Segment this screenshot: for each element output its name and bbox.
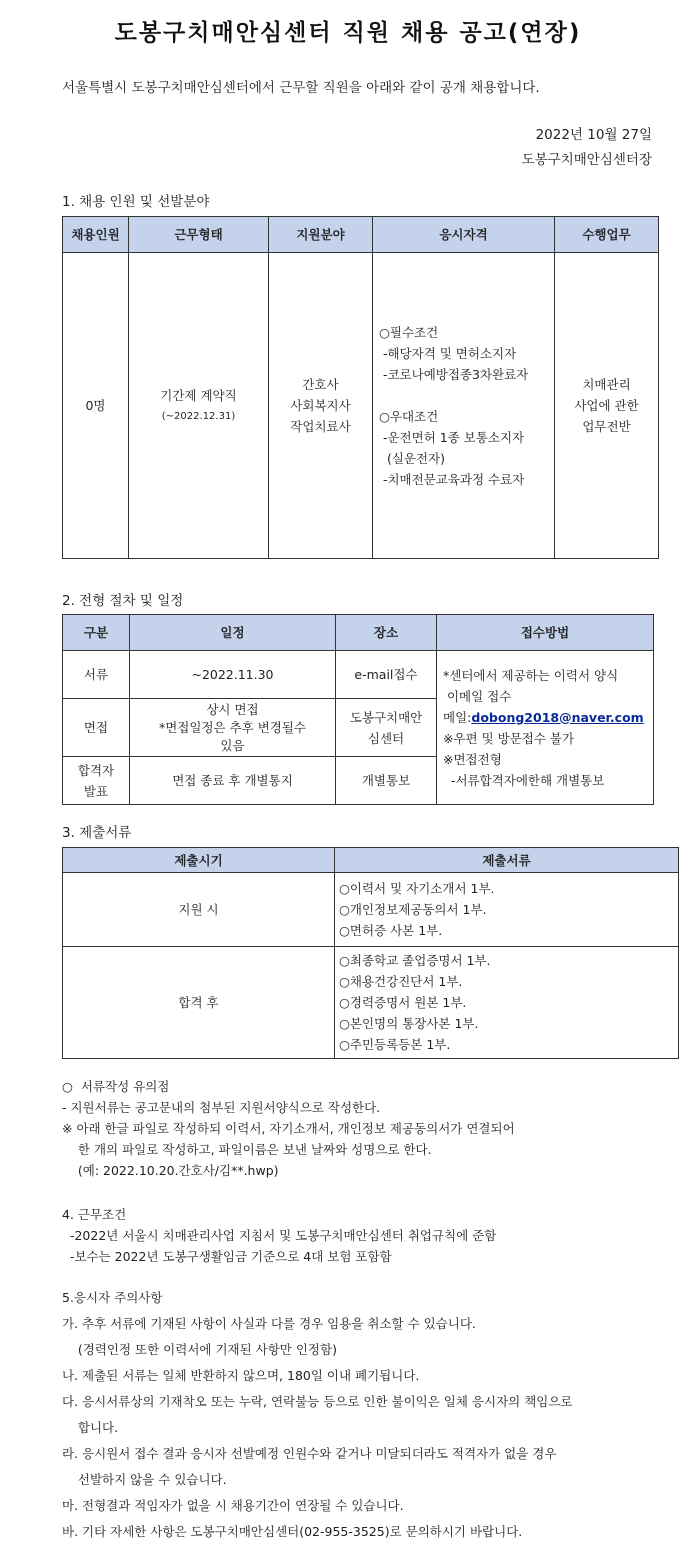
- doc-line: ○주민등록등본 1부.: [339, 1037, 451, 1052]
- condition-line: -보수는 2022년 도봉구생활임금 기준으로 4대 보험 포함함: [62, 1249, 392, 1264]
- header-duty: 수행업무: [555, 217, 659, 253]
- interview-date-line: 상시 면접: [206, 701, 259, 717]
- mail-label: 메일:: [443, 709, 472, 725]
- doc-line: ○면허증 사본 1부.: [339, 923, 443, 938]
- header-submit-time: 제출시기: [63, 848, 335, 873]
- section-2-heading: 2. 전형 절차 및 일정: [62, 593, 184, 609]
- caution-line: 라. 응시원서 접수 결과 응시자 선발예정 인원수와 같거나 미달되더라도 적격자가 없을 경우: [62, 1446, 557, 1461]
- header-count: 채용인원: [63, 217, 129, 253]
- announce-date: 2022년 10월 27일: [535, 127, 652, 143]
- page-title: 도봉구치매안심센터 직원 채용 공고(연장): [114, 20, 582, 46]
- result-label-line: 발표: [83, 783, 109, 799]
- header-submit-docs: 제출서류: [335, 848, 679, 873]
- note-line: - 지원서류는 공고문내의 첨부된 지원서양식으로 작성한다.: [62, 1100, 381, 1115]
- condition-line: -2022년 서울시 치매관리사업 지침서 및 도봉구치매안심센터 취업규칙에 준함: [62, 1228, 497, 1243]
- field-cell: [269, 253, 373, 559]
- when-pass: 합격 후: [63, 947, 335, 1059]
- method-line: ※우편 및 방문접수 불가: [443, 730, 575, 746]
- qual-line: ○필수조건: [379, 324, 439, 340]
- section-5-heading: 5.응시자 주의사항: [62, 1290, 163, 1305]
- interview-date-line: *면접일정은 추후 변경될수: [158, 719, 307, 735]
- section-4-heading: 4. 근무조건: [62, 1207, 127, 1222]
- doc-line: ○최종학교 졸업증명서 1부.: [339, 953, 491, 968]
- recruit-table: [62, 216, 659, 559]
- intro-text: 서울특별시 도봉구치매안심센터에서 근무할 직원을 아래와 같이 공개 채용합니다.: [62, 80, 540, 96]
- caution-line: 마. 전형결과 적임자가 없을 시 채용기간이 연장될 수 있습니다.: [62, 1498, 404, 1513]
- method-mail-line: [443, 707, 653, 728]
- qual-line: [379, 385, 554, 406]
- note-line: ○ 서류작성 유의점: [62, 1079, 170, 1094]
- caution-line: 가. 추후 서류에 기재된 사항이 사실과 다를 경우 임용을 취소할 수 있습니다.: [62, 1316, 476, 1331]
- row-interview-label: 면접: [63, 699, 130, 757]
- writing-notes: [62, 1076, 515, 1181]
- header-schedule: 일정: [130, 615, 336, 651]
- row-docs-label: 서류: [63, 651, 130, 699]
- section-5: [62, 1285, 573, 1545]
- field-nurse: 간호사: [302, 377, 339, 392]
- interview-place-line: 심센터: [367, 730, 405, 746]
- pass-docs: [335, 947, 679, 1059]
- work-type-cell: [129, 253, 269, 559]
- qual-line: ○우대조건: [379, 408, 439, 424]
- caution-line: 합니다.: [62, 1420, 119, 1435]
- duty-cell: [555, 253, 659, 559]
- caution-line: 선발하지 않을 수 있습니다.: [62, 1472, 227, 1487]
- row-result-label: [63, 757, 130, 805]
- row-interview-place: [336, 699, 437, 757]
- header-field: 지원분야: [269, 217, 373, 253]
- duty-line: 업무전반: [582, 419, 631, 434]
- row-docs-place: e-mail접수: [336, 651, 437, 699]
- work-period: (~2022.12.31): [161, 410, 236, 422]
- row-docs-date: ~2022.11.30: [130, 651, 336, 699]
- method-cell: [437, 651, 654, 805]
- interview-date-line: 있음: [220, 737, 245, 753]
- method-line: *센터에서 제공하는 이력서 양식: [443, 667, 619, 683]
- section-3-heading: 3. 제출서류: [62, 825, 132, 841]
- caution-line: 바. 기타 자세한 사항은 도봉구치매안심센터(02-955-3525)로 문의하시기 바랍니다.: [62, 1524, 523, 1539]
- method-line: ※면접전형: [443, 751, 502, 767]
- doc-line: ○본인명의 통장사본 1부.: [339, 1016, 479, 1031]
- row-interview-date: [130, 699, 336, 757]
- schedule-table: [62, 614, 654, 805]
- row-result-place: 개별통보: [336, 757, 437, 805]
- announce-org: 도봉구치매안심센터장: [521, 152, 652, 168]
- qual-line: -운전면허 1종 보통소지자: [379, 429, 525, 445]
- qual-line: -코로나예방접종3차완료자: [379, 366, 529, 382]
- work-type: 기간제 계약직: [160, 387, 237, 403]
- row-result-date: 면접 종료 후 개별통지: [130, 757, 336, 805]
- doc-line: ○이력서 및 자기소개서 1부.: [339, 881, 495, 896]
- qual-line: (실운전자): [379, 450, 446, 466]
- qualification-cell: [373, 253, 555, 559]
- header-place: 장소: [336, 615, 437, 651]
- doc-line: ○경력증명서 원본 1부.: [339, 995, 467, 1010]
- apply-docs: [335, 873, 679, 947]
- doc-line: ○개인정보제공동의서 1부.: [339, 902, 487, 917]
- qual-line: -해당자격 및 면허소지자: [379, 345, 517, 361]
- header-method: 접수방법: [437, 615, 654, 651]
- interview-place-line: 도봉구치매안: [349, 709, 423, 725]
- duty-line: 사업에 관한: [574, 398, 639, 413]
- section-4: [62, 1204, 496, 1267]
- mail-link[interactable]: dobong2018@naver.com: [471, 709, 644, 725]
- duty-line: 치매관리: [582, 377, 631, 392]
- header-work-type: 근무형태: [129, 217, 269, 253]
- section-1-heading: 1. 채용 인원 및 선발분야: [62, 194, 210, 210]
- note-line: (예: 2022.10.20.간호사/김**.hwp): [62, 1163, 279, 1178]
- recruit-count: 0명: [63, 253, 129, 559]
- method-line: -서류합격자에한해 개별통보: [443, 772, 605, 788]
- result-label-line: 합격자: [77, 762, 115, 778]
- note-line: ※ 아래 한글 파일로 작성하되 이력서, 자기소개서, 개인정보 제공동의서가 연결되어: [62, 1121, 515, 1136]
- caution-line: (경력인정 또한 이력서에 기재된 사항만 인정함): [62, 1342, 337, 1357]
- field-social-worker: 사회복지사: [290, 398, 351, 413]
- header-qualification: 응시자격: [373, 217, 555, 253]
- caution-line: 다. 응시서류상의 기재착오 또는 누락, 연락불능 등으로 인한 불이익은 일체 응시자의 책임으로: [62, 1394, 573, 1409]
- note-line: 한 개의 파일로 작성하고, 파일이름은 보낸 날짜와 성명으로 한다.: [62, 1142, 432, 1157]
- doc-line: ○채용건강진단서 1부.: [339, 974, 463, 989]
- docs-table: [62, 847, 679, 1059]
- method-line: 이메일 접수: [443, 688, 512, 704]
- header-category: 구분: [63, 615, 130, 651]
- when-apply: 지원 시: [63, 873, 335, 947]
- caution-line: 나. 제출된 서류는 일체 반환하지 않으며, 180일 이내 폐기됩니다.: [62, 1368, 420, 1383]
- field-ot: 작업치료사: [290, 419, 351, 434]
- qual-line: -치매전문교육과정 수료자: [379, 471, 525, 487]
